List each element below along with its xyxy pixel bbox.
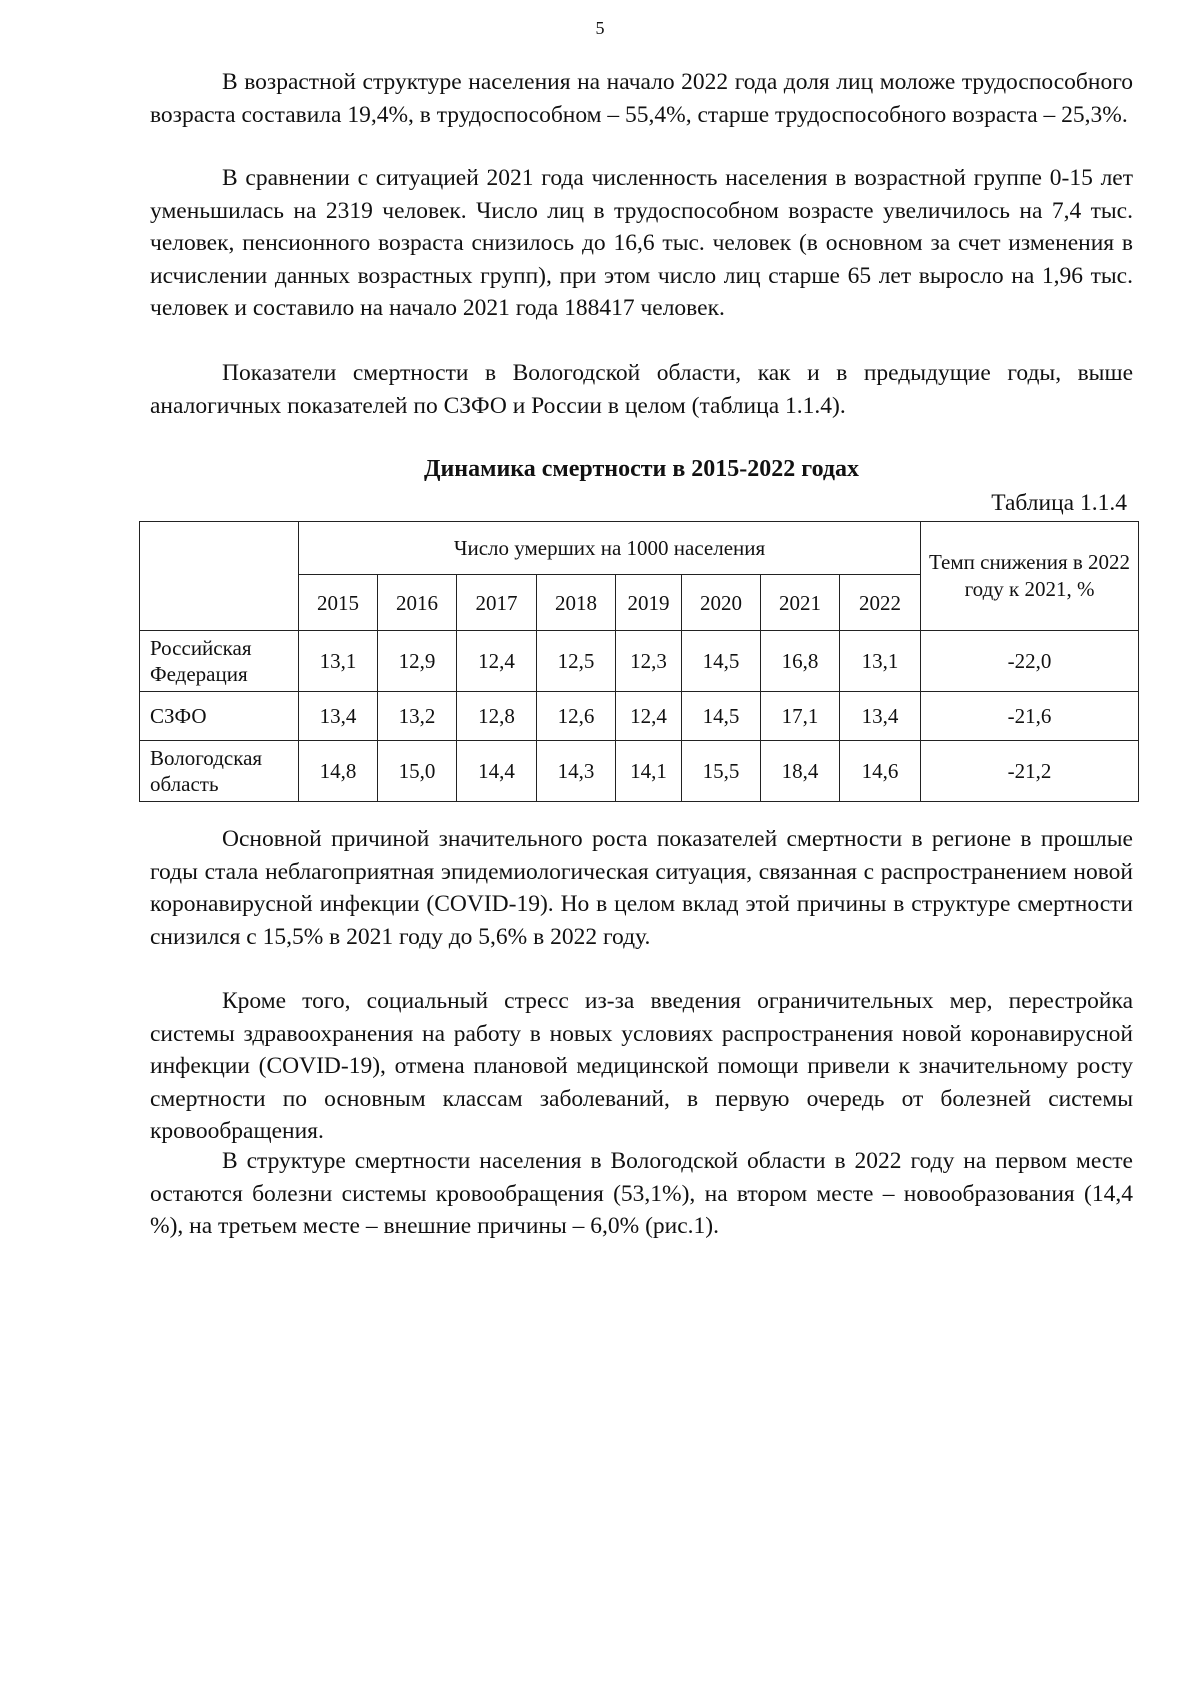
value-cell: 12,5 — [537, 631, 616, 692]
rate-cell: -21,2 — [921, 741, 1139, 802]
value-cell: 18,4 — [761, 741, 840, 802]
rate-cell: -21,6 — [921, 692, 1139, 741]
value-cell: 12,3 — [616, 631, 682, 692]
value-cell: 14,1 — [616, 741, 682, 802]
value-cell: 14,5 — [682, 692, 761, 741]
value-cell: 13,2 — [378, 692, 457, 741]
year-header: 2017 — [457, 575, 537, 631]
paragraph-age-structure: В возрастной структуре населения на начало 2022 года доля лиц моложе трудоспособного возраста составила 19,4%, в трудоспособном – 55,4%, старше трудоспособного возраста – 25,3%. — [150, 69, 1133, 128]
paragraph-social-stress: Кроме того, социальный стресс из-за введения ограничительных мер, перестройка системы здравоохранения на работу в новых условиях распространения новой коронавирусной инфекции (COVID-19), отмена плановой медицинской помощи привели к значительному росту смертности по основным классам заболеваний, в первую очередь от болезней системы кровообращения. — [150, 988, 1133, 1144]
value-cell: 15,5 — [682, 741, 761, 802]
value-cell: 16,8 — [761, 631, 840, 692]
year-header: 2021 — [761, 575, 840, 631]
region-cell: Вологодская область — [140, 741, 299, 802]
mortality-table — [139, 521, 1139, 802]
table-label: Таблица 1.1.4 — [991, 490, 1127, 516]
paragraph-mortality-intro: Показатели смертности в Вологодской области, как и в предыдущие годы, выше аналогичных показателей по СЗФО и России в целом (таблица 1.1.4). — [150, 360, 1133, 419]
value-cell: 12,4 — [457, 631, 537, 692]
year-header: 2015 — [299, 575, 378, 631]
year-header: 2019 — [616, 575, 682, 631]
year-header: 2016 — [378, 575, 457, 631]
value-cell: 12,4 — [616, 692, 682, 741]
table-title: Динамика смертности в 2015-2022 годах — [423, 456, 860, 482]
region-cell: Российская Федерация — [140, 631, 299, 692]
rate-cell: -22,0 — [921, 631, 1139, 692]
table-row-vologda — [140, 741, 1139, 802]
value-cell: 12,6 — [537, 692, 616, 741]
paragraph-mortality-structure: В структуре смертности населения в Вологодской области в 2022 году на первом месте остаются болезни системы кровообращения (53,1%), на втором месте – новообразования (14,4 %), на третьем месте – внешние причины – 6,0% (рис.1). — [150, 1148, 1133, 1239]
value-cell: 13,4 — [840, 692, 921, 741]
value-cell: 12,8 — [457, 692, 537, 741]
table-row-russia — [140, 631, 1139, 692]
value-cell: 14,8 — [299, 741, 378, 802]
year-header: 2020 — [682, 575, 761, 631]
value-cell: 14,6 — [840, 741, 921, 802]
value-cell: 14,5 — [682, 631, 761, 692]
value-cell: 14,3 — [537, 741, 616, 802]
page-number: 5 — [595, 18, 605, 38]
region-cell: СЗФО — [140, 692, 299, 741]
value-cell: 15,0 — [378, 741, 457, 802]
rate-header: Темп снижения в 2022 году к 2021, % — [921, 522, 1139, 631]
year-header: 2018 — [537, 575, 616, 631]
group-header: Число умерших на 1000 населения — [299, 522, 921, 575]
value-cell: 12,9 — [378, 631, 457, 692]
paragraph-covid-cause: Основной причиной значительного роста показателей смертности в регионе в прошлые годы стала неблагоприятная эпидемиологическая ситуация, связанная с распространением новой коронавирусной инфекции (COVID-19). Но в целом вклад этой причины в структуре смертности снизился с 15,5% в 2021 году до 5,6% в 2022 году. — [150, 826, 1133, 950]
value-cell: 13,4 — [299, 692, 378, 741]
value-cell: 13,1 — [299, 631, 378, 692]
value-cell: 13,1 — [840, 631, 921, 692]
table-corner-cell — [140, 522, 299, 631]
paragraph-population-change: В сравнении с ситуацией 2021 года численность населения в возрастной группе 0-15 лет уменьшилась на 2319 человек. Число лиц в трудоспособном возрасте увеличилось на 7,4 тыс. человек, пенсионного возраста снизилось до 16,6 тыс. человек (в основном за счет изменения в исчислении данных возрастных групп), при этом число лиц старше 65 лет выросло на 1,96 тыс. человек и составило на начало 2021 года 188417 человек. — [150, 165, 1133, 321]
table-row-szfo — [140, 692, 1139, 741]
value-cell: 14,4 — [457, 741, 537, 802]
value-cell: 17,1 — [761, 692, 840, 741]
year-header: 2022 — [840, 575, 921, 631]
